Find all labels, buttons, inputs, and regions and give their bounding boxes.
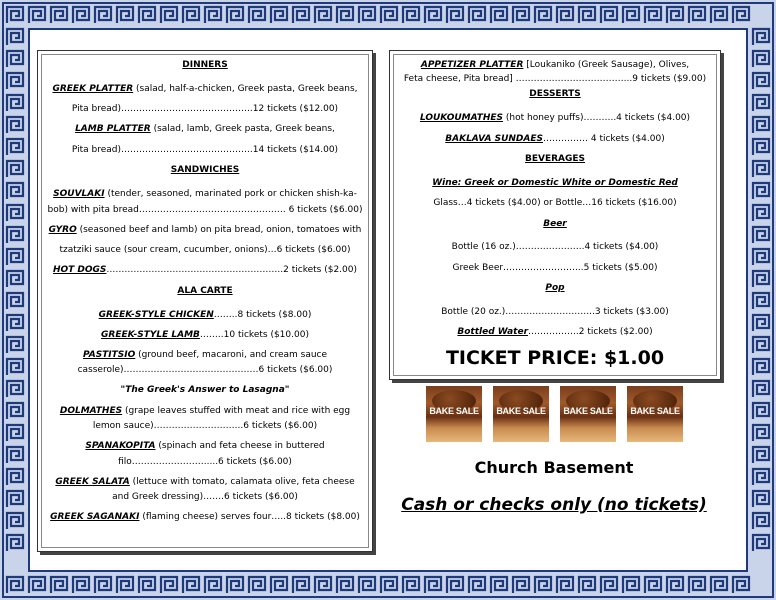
lamb-platter-line1: LAMB PLATTER (salad, lamb, Greek pasta, Greek beans, xyxy=(75,124,335,134)
sandwiches-heading: SANDWICHES xyxy=(170,165,240,175)
souvlaki-name: SOUVLAKI xyxy=(53,189,105,199)
lasagna-tagline: "The Greek's Answer to Lasagna" xyxy=(120,385,290,395)
greek-lamb-line: GREEK-STYLE LAMB……..10 tickets ($10.00) xyxy=(101,330,309,340)
baklava-name: BAKLAVA SUNDAES xyxy=(445,134,543,144)
gyro-line1: GYRO (seasoned beef and lamb) on pita bread, onion, tomatoes with xyxy=(48,225,362,235)
menu-left-panel xyxy=(37,50,373,552)
pop-line1: Bottle (20 oz.)………………………...3 tickets ($3.00) xyxy=(441,307,669,317)
spanakopita-name: SPANAKOPITA xyxy=(85,441,156,451)
water-line: Bottled Water……………..2 tickets ($2.00) xyxy=(457,327,653,337)
bake-sale-image: BAKE SALE xyxy=(426,386,482,442)
appetizer-name: APPETIZER PLATTER xyxy=(420,60,524,70)
wine-line: Glass…4 tickets ($4.00) or Bottle…16 tickets ($16.00) xyxy=(433,198,677,208)
hot-dogs-name: HOT DOGS xyxy=(52,265,107,275)
greek-salata-name: GREEK SALATA xyxy=(55,477,130,487)
loukoumathes-line: LOUKOUMATHES (hot honey puffs)………..4 tickets ($4.00) xyxy=(419,113,691,123)
greek-salata-line2: and Greek dressing)…….6 tickets ($6.00) xyxy=(112,492,298,502)
pastitsio-name: PASTITSIO xyxy=(82,350,136,360)
location-text: Church Basement xyxy=(474,458,634,477)
lamb-platter-line2: Pita bread)……………………………………..14 tickets ($14.00) xyxy=(71,145,339,155)
souvlaki-line1: SOUVLAKI (tender, seasoned, marinated pork or chicken shish-ka- xyxy=(53,189,357,199)
gyro-line2: tzatziki sauce (sour cream, cucumber, onions)…6 tickets ($6.00) xyxy=(59,245,351,255)
pop-heading: Pop xyxy=(545,283,565,293)
greek-platter-line2: Pita bread)……………………………………..12 tickets ($12.00) xyxy=(71,104,339,114)
beer-line1: Bottle (16 oz.)…………………..4 tickets ($4.00) xyxy=(451,242,659,252)
spanakopita-line1: SPANAKOPITA (spinach and feta cheese in buttered xyxy=(85,441,325,451)
pastitsio-line2: casserole)………………………………………6 tickets ($6.00) xyxy=(77,365,333,375)
appetizer-line2: Feta cheese, Pita bread] ………………………………...9 tickets ($9.00) xyxy=(403,74,707,84)
greek-lamb-name: GREEK-STYLE LAMB xyxy=(101,330,200,340)
greek-salata-line1: GREEK SALATA (lettuce with tomato, calamata olive, feta cheese xyxy=(55,477,355,487)
beverages-heading: BEVERAGES xyxy=(524,154,586,164)
loukoumathes-name: LOUKOUMATHES xyxy=(419,113,504,123)
dinners-heading: DINNERS xyxy=(182,60,228,70)
bake-sale-image: BAKE SALE xyxy=(560,386,616,442)
gyro-name: GYRO xyxy=(48,225,77,235)
lamb-platter-name: LAMB PLATTER xyxy=(75,124,151,134)
bake-sale-image: BAKE SALE xyxy=(493,386,549,442)
greek-chicken-name: GREEK-STYLE CHICKEN xyxy=(98,310,214,320)
pastitsio-line1: PASTITSIO (ground beef, macaroni, and cream sauce xyxy=(82,350,328,360)
wine-heading: Wine: Greek or Domestic White or Domestic Red xyxy=(432,178,678,188)
ticket-price: TICKET PRICE: $1.00 xyxy=(445,347,665,369)
menu-right-panel xyxy=(389,50,721,380)
payment-note: Cash or checks only (no tickets) xyxy=(401,495,707,515)
spanakopita-line2: filo…………………….....6 tickets ($6.00) xyxy=(118,457,292,467)
saganaki-name: GREEK SAGANAKI xyxy=(50,512,140,522)
baklava-line: BAKLAVA SUNDAES…………… 4 tickets ($4.00) xyxy=(445,134,665,144)
greek-platter-name: GREEK PLATTER xyxy=(52,84,134,94)
greek-chicken-line: GREEK-STYLE CHICKEN……..8 tickets ($8.00) xyxy=(98,310,312,320)
dolmathes-name: DOLMATHES xyxy=(59,406,123,416)
beer-line2: Greek Beer……………………...5 tickets ($5.00) xyxy=(452,263,658,273)
saganaki-line: GREEK SAGANAKI (flaming cheese) serves four…..8 tickets ($8.00) xyxy=(50,512,360,522)
water-name: Bottled Water xyxy=(457,327,529,337)
greek-platter-line1: GREEK PLATTER (salad, half-a-chicken, Greek pasta, Greek beans, xyxy=(52,84,358,94)
appetizer-line1: APPETIZER PLATTER [Loukaniko (Greek Sausage), Olives, xyxy=(420,60,690,70)
bake-sale-image: BAKE SALE xyxy=(627,386,683,442)
ala-carte-heading: ALA CARTE xyxy=(177,286,233,296)
dolmathes-line1: DOLMATHES (grape leaves stuffed with meat and rice with egg xyxy=(59,406,351,416)
hot-dogs-line: HOT DOGS…………………………………………………..2 tickets ($2.00) xyxy=(52,265,358,275)
souvlaki-line2: bob) with pita bread…………………………………………. 6 tickets ($6.00) xyxy=(47,205,363,215)
beer-heading: Beer xyxy=(543,219,567,229)
dolmathes-line2: lemon sauce)………………………...6 tickets ($6.00) xyxy=(92,421,318,431)
desserts-heading: DESSERTS xyxy=(529,89,581,99)
